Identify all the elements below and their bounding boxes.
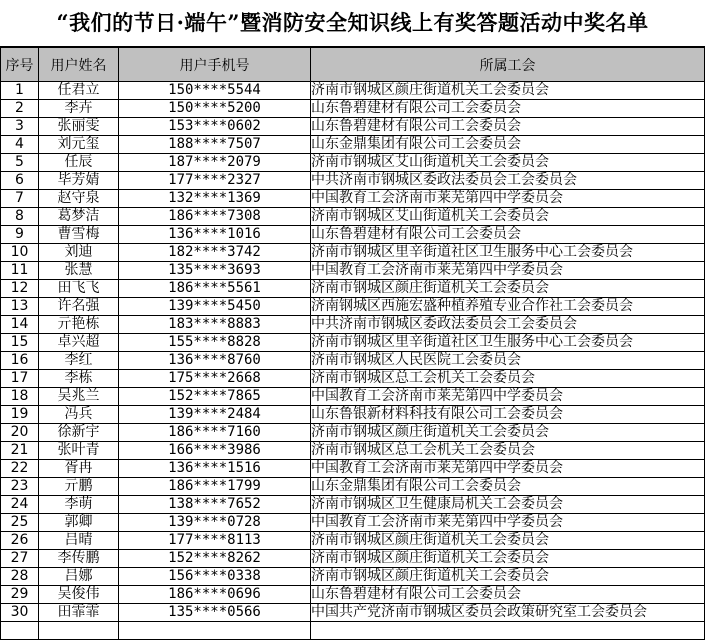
cell-index: 15 [1, 334, 39, 352]
cell-index: 21 [1, 442, 39, 460]
cell-name: 郭卿 [39, 514, 119, 532]
cell-name: 许名强 [39, 298, 119, 316]
cell-name: 葛梦洁 [39, 208, 119, 226]
cell-name: 田飞飞 [39, 280, 119, 298]
cell-index: 1 [1, 82, 39, 100]
cell-union: 济南市钢城区艾山街道机关工会委员会 [311, 154, 705, 172]
cell-union: 济南市钢城区艾山街道机关工会委员会 [311, 208, 705, 226]
header-union: 所属工会 [311, 47, 705, 82]
cell-union: 山东鲁碧建材有限公司工会委员会 [311, 118, 705, 136]
cell-union: 中共济南市钢城区委政法委员会工会委员会 [311, 172, 705, 190]
table-row [1, 550, 705, 568]
cell-index: 14 [1, 316, 39, 334]
table-row [1, 496, 705, 514]
header-index: 序号 [1, 47, 39, 82]
cell-union: 山东金鼎集团有限公司工会委员会 [311, 478, 705, 496]
cell-union: 济南市钢城区颜庄街道机关工会委员会 [311, 568, 705, 586]
cell-union: 济南市钢城区颜庄街道机关工会委员会 [311, 550, 705, 568]
cell-index: 27 [1, 550, 39, 568]
cell-index: 11 [1, 262, 39, 280]
table-row [1, 118, 705, 136]
table-row [1, 298, 705, 316]
table-row [1, 406, 705, 424]
cell-union: 济南市钢城区总工会机关工会委员会 [311, 442, 705, 460]
cell-phone: 183****8883 [119, 316, 311, 334]
cell-index: 7 [1, 190, 39, 208]
cell-phone: 153****0602 [119, 118, 311, 136]
cell-name: 任君立 [39, 82, 119, 100]
table-row [1, 334, 705, 352]
table-header-row [1, 47, 705, 82]
cell-union: 中共济南市钢城区委政法委员会工会委员会 [311, 316, 705, 334]
table-row [1, 136, 705, 154]
table-row [1, 568, 705, 586]
table-row [1, 208, 705, 226]
table-row [1, 172, 705, 190]
cell-name: 张叶青 [39, 442, 119, 460]
cell-phone: 156****0338 [119, 568, 311, 586]
cell-index: 4 [1, 136, 39, 154]
cell-name: 胥冉 [39, 460, 119, 478]
header-phone: 用户手机号 [119, 47, 311, 82]
cell-name: 张丽雯 [39, 118, 119, 136]
cell-phone: 188****7507 [119, 136, 311, 154]
cell-union: 山东鲁碧建材有限公司工会委员会 [311, 226, 705, 244]
cell-index: 10 [1, 244, 39, 262]
table-row [1, 532, 705, 550]
cell-index: 2 [1, 100, 39, 118]
table-row [1, 514, 705, 532]
cell-name: 李红 [39, 352, 119, 370]
cell-index: 23 [1, 478, 39, 496]
cell-name: 亓艳栋 [39, 316, 119, 334]
cell-phone: 135****0566 [119, 604, 311, 622]
cell-phone: 175****2668 [119, 370, 311, 388]
cell-empty [311, 622, 705, 640]
cell-phone: 152****7865 [119, 388, 311, 406]
cell-index: 3 [1, 118, 39, 136]
cell-phone: 186****1799 [119, 478, 311, 496]
cell-empty [119, 622, 311, 640]
cell-phone: 177****8113 [119, 532, 311, 550]
cell-union: 山东鲁碧建材有限公司工会委员会 [311, 586, 705, 604]
cell-phone: 187****2079 [119, 154, 311, 172]
cell-index: 9 [1, 226, 39, 244]
table-row-partial [1, 622, 705, 640]
cell-name: 田霏霏 [39, 604, 119, 622]
cell-phone: 139****0728 [119, 514, 311, 532]
cell-union: 济南市钢城区颜庄街道机关工会委员会 [311, 280, 705, 298]
cell-name: 毕芳婧 [39, 172, 119, 190]
cell-union: 中国共产党济南市钢城区委员会政策研究室工会委员会 [311, 604, 705, 622]
table-row [1, 586, 705, 604]
cell-name: 吴兆兰 [39, 388, 119, 406]
table-row [1, 190, 705, 208]
cell-union: 济南市钢城区颜庄街道机关工会委员会 [311, 82, 705, 100]
table-row [1, 226, 705, 244]
cell-name: 亓鹏 [39, 478, 119, 496]
cell-index: 19 [1, 406, 39, 424]
cell-name: 任辰 [39, 154, 119, 172]
cell-empty [39, 622, 119, 640]
cell-union: 济南市钢城区人民医院工会委员会 [311, 352, 705, 370]
cell-index: 30 [1, 604, 39, 622]
cell-union: 中国教育工会济南市莱芜第四中学委员会 [311, 262, 705, 280]
cell-union: 中国教育工会济南市莱芜第四中学委员会 [311, 514, 705, 532]
cell-phone: 139****2484 [119, 406, 311, 424]
cell-union: 济南市钢城区颜庄街道机关工会委员会 [311, 424, 705, 442]
cell-phone: 136****1516 [119, 460, 311, 478]
cell-phone: 138****7652 [119, 496, 311, 514]
table-row [1, 154, 705, 172]
cell-index: 22 [1, 460, 39, 478]
cell-phone: 136****1016 [119, 226, 311, 244]
cell-union: 中国教育工会济南市莱芜第四中学委员会 [311, 190, 705, 208]
cell-phone: 186****7308 [119, 208, 311, 226]
cell-index: 16 [1, 352, 39, 370]
cell-phone: 186****0696 [119, 586, 311, 604]
table-row [1, 280, 705, 298]
table-row [1, 316, 705, 334]
table-row [1, 478, 705, 496]
cell-phone: 136****8760 [119, 352, 311, 370]
table-row [1, 244, 705, 262]
page-title: “我们的节日·端午”暨消防安全知识线上有奖答题活动中奖名单 [56, 10, 649, 35]
cell-phone: 132****1369 [119, 190, 311, 208]
table-row [1, 604, 705, 622]
table-row [1, 424, 705, 442]
cell-index: 29 [1, 586, 39, 604]
cell-index: 28 [1, 568, 39, 586]
table-row [1, 262, 705, 280]
cell-phone: 150****5200 [119, 100, 311, 118]
cell-index: 24 [1, 496, 39, 514]
cell-index: 8 [1, 208, 39, 226]
cell-union: 山东鲁碧建材有限公司工会委员会 [311, 100, 705, 118]
cell-name: 吕娜 [39, 568, 119, 586]
header-name: 用户姓名 [39, 47, 119, 82]
cell-name: 卓兴超 [39, 334, 119, 352]
cell-union: 中国教育工会济南市莱芜第四中学委员会 [311, 460, 705, 478]
cell-union: 济南市钢城区里辛街道社区卫生服务中心工会委员会 [311, 244, 705, 262]
winners-table [0, 46, 705, 640]
cell-phone: 155****8828 [119, 334, 311, 352]
cell-name: 冯兵 [39, 406, 119, 424]
cell-phone: 166****3986 [119, 442, 311, 460]
cell-phone: 150****5544 [119, 82, 311, 100]
cell-index: 13 [1, 298, 39, 316]
cell-name: 刘元玺 [39, 136, 119, 154]
cell-phone: 182****3742 [119, 244, 311, 262]
cell-union: 山东鲁银新材料科技有限公司工会委员会 [311, 406, 705, 424]
cell-name: 李卉 [39, 100, 119, 118]
cell-name: 刘迪 [39, 244, 119, 262]
cell-union: 济南市钢城区总工会机关工会委员会 [311, 370, 705, 388]
table-row [1, 100, 705, 118]
table-row [1, 388, 705, 406]
cell-index: 20 [1, 424, 39, 442]
cell-index: 25 [1, 514, 39, 532]
cell-phone: 186****5561 [119, 280, 311, 298]
cell-phone: 186****7160 [119, 424, 311, 442]
cell-index: 18 [1, 388, 39, 406]
cell-name: 赵守泉 [39, 190, 119, 208]
cell-phone: 139****5450 [119, 298, 311, 316]
table-row [1, 352, 705, 370]
table-row [1, 460, 705, 478]
cell-union: 济南市钢城区卫生健康局机关工会委员会 [311, 496, 705, 514]
cell-union: 中国教育工会济南市莱芜第四中学委员会 [311, 388, 705, 406]
cell-name: 李栋 [39, 370, 119, 388]
cell-union: 济南市钢城区里辛街道社区卫生服务中心工会委员会 [311, 334, 705, 352]
cell-phone: 152****8262 [119, 550, 311, 568]
cell-index: 26 [1, 532, 39, 550]
cell-name: 张慧 [39, 262, 119, 280]
cell-index: 5 [1, 154, 39, 172]
cell-index: 6 [1, 172, 39, 190]
cell-name: 曹雪梅 [39, 226, 119, 244]
cell-name: 李萌 [39, 496, 119, 514]
cell-index: 17 [1, 370, 39, 388]
cell-union: 济南钢城区西施宏盛种植养殖专业合作社工会委员会 [311, 298, 705, 316]
table-row [1, 370, 705, 388]
cell-empty [1, 622, 39, 640]
cell-phone: 135****3693 [119, 262, 311, 280]
cell-name: 徐新宇 [39, 424, 119, 442]
cell-name: 吴俊伟 [39, 586, 119, 604]
table-row [1, 82, 705, 100]
table-row [1, 442, 705, 460]
cell-phone: 177****2327 [119, 172, 311, 190]
table-body [1, 82, 705, 640]
cell-index: 12 [1, 280, 39, 298]
cell-union: 济南市钢城区颜庄街道机关工会委员会 [311, 532, 705, 550]
cell-union: 山东金鼎集团有限公司工会委员会 [311, 136, 705, 154]
cell-name: 李传鹏 [39, 550, 119, 568]
cell-name: 吕晴 [39, 532, 119, 550]
